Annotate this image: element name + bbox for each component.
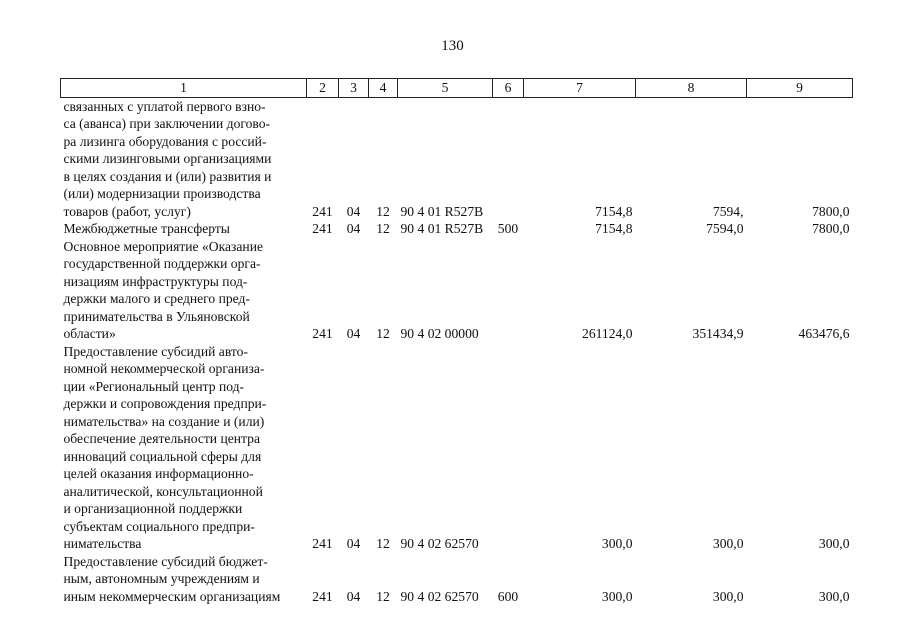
description-line: инноваций социальной сферы для (63, 448, 262, 464)
description-line: держки и сопровождения предпри- (63, 396, 267, 411)
cell-target-article: 90 4 01 R527B (400, 203, 484, 219)
cell-amount-year1: 7154,8 (595, 203, 633, 219)
cell-target-article: 90 4 02 00000 (400, 326, 479, 341)
column-header-1: 1 (61, 79, 307, 98)
description-line: обеспечение деятельности центра (63, 431, 260, 446)
table-row (61, 97, 853, 220)
description-line: скими лизинговыми организациями (63, 151, 272, 166)
page-number: 130 (441, 38, 464, 54)
table-row (61, 343, 853, 553)
cell-expense-type (493, 343, 524, 553)
cell-subsection: 12 (376, 203, 390, 219)
cell-expense-type (493, 238, 524, 343)
cell-section: 04 (346, 536, 361, 551)
column-header-7: 7 (524, 79, 636, 98)
table-row (61, 553, 853, 606)
cell-amount-year1: 261124,0 (582, 326, 633, 341)
cell-amount-year3: 300,0 (818, 588, 850, 604)
cell-amount-year2: 7594,0 (706, 221, 744, 236)
description-line: товаров (работ, услуг) (63, 203, 191, 219)
description-line: са (аванса) при заключении догово- (63, 116, 271, 131)
table-row (61, 238, 853, 343)
cell-ministry-code: 241 (312, 203, 333, 219)
description-line: области» (63, 326, 116, 341)
cell-target-article: 90 4 01 R527B (400, 221, 484, 236)
cell-subsection: 12 (376, 588, 390, 604)
column-header-5: 5 (398, 79, 493, 98)
description-line: Предоставление субсидий бюджет- (63, 553, 268, 569)
cell-section: 04 (346, 203, 361, 219)
description-line: государственной поддержки орга- (63, 256, 261, 271)
cell-section: 04 (346, 588, 361, 604)
description-line: (или) модернизации производства (63, 186, 261, 201)
cell-amount-year3: 7800,0 (812, 221, 850, 236)
cell-ministry-code: 241 (312, 588, 333, 604)
budget-table (60, 78, 853, 605)
cell-amount-year1: 7154,8 (595, 221, 633, 236)
cell-expense-type: 600 (497, 588, 519, 604)
cell-target-article: 90 4 02 62570 (400, 536, 479, 551)
cell-amount-year2: 300,0 (712, 536, 744, 551)
cell-subsection: 12 (376, 326, 390, 341)
description-line: держки малого и среднего пред- (63, 291, 250, 306)
column-header-2: 2 (307, 79, 339, 98)
column-header-8: 8 (636, 79, 747, 98)
row-description (61, 220, 307, 238)
description-line: принимательства в Ульяновской (63, 308, 250, 324)
cell-amount-year3: 300,0 (818, 536, 850, 551)
description-line: Межбюджетные трансферты (63, 221, 230, 236)
description-line: связанных с уплатой первого взно- (63, 98, 266, 114)
table-header-row (61, 79, 853, 98)
description-line: Предоставление субсидий авто- (63, 343, 248, 359)
cell-subsection: 12 (376, 536, 390, 551)
cell-target-article: 90 4 02 62570 (400, 588, 479, 604)
cell-expense-type (493, 97, 524, 220)
cell-amount-year1: 300,0 (601, 588, 633, 604)
cell-expense-type: 500 (497, 221, 519, 236)
row-description (61, 343, 307, 553)
row-description (61, 97, 307, 220)
description-line: и организационной поддержки (63, 501, 243, 516)
description-line: ным, автономным учреждениям и (63, 571, 260, 586)
cell-section: 04 (346, 326, 361, 341)
cell-amount-year3: 463476,6 (798, 326, 850, 341)
column-header-4: 4 (369, 79, 398, 98)
cell-amount-year2: 7594, (712, 203, 744, 219)
description-line: нимательства (63, 536, 142, 551)
description-line: низациям инфраструктуры под- (63, 273, 248, 289)
cell-amount-year2: 300,0 (712, 588, 744, 604)
cell-section: 04 (346, 221, 361, 236)
row-description (61, 553, 307, 606)
column-header-3: 3 (339, 79, 369, 98)
description-line: номной некоммерческой организа- (63, 361, 265, 376)
description-line: аналитической, консультационной (63, 483, 263, 499)
cell-amount-year1: 300,0 (601, 536, 633, 551)
cell-amount-year2: 351434,9 (692, 326, 744, 341)
description-line: ции «Региональный центр под- (63, 378, 245, 394)
description-line: нимательства» на создание и (или) (63, 413, 265, 429)
cell-ministry-code: 241 (312, 326, 333, 341)
description-line: иным некоммерческим организациям (63, 588, 281, 604)
description-line: субъектам социального предпри- (63, 518, 255, 534)
cell-amount-year3: 7800,0 (812, 203, 850, 219)
cell-ministry-code: 241 (312, 536, 333, 551)
description-line: Основное мероприятие «Оказание (63, 238, 264, 254)
column-header-6: 6 (493, 79, 524, 98)
table-row (61, 220, 853, 238)
cell-subsection: 12 (376, 221, 390, 236)
description-line: целей оказания информационно- (63, 466, 254, 481)
description-line: в целях создания и (или) развития и (63, 168, 272, 184)
description-line: ра лизинга оборудования с россий- (63, 133, 267, 149)
row-description (61, 238, 307, 343)
column-header-9: 9 (747, 79, 853, 98)
cell-ministry-code: 241 (312, 221, 333, 236)
